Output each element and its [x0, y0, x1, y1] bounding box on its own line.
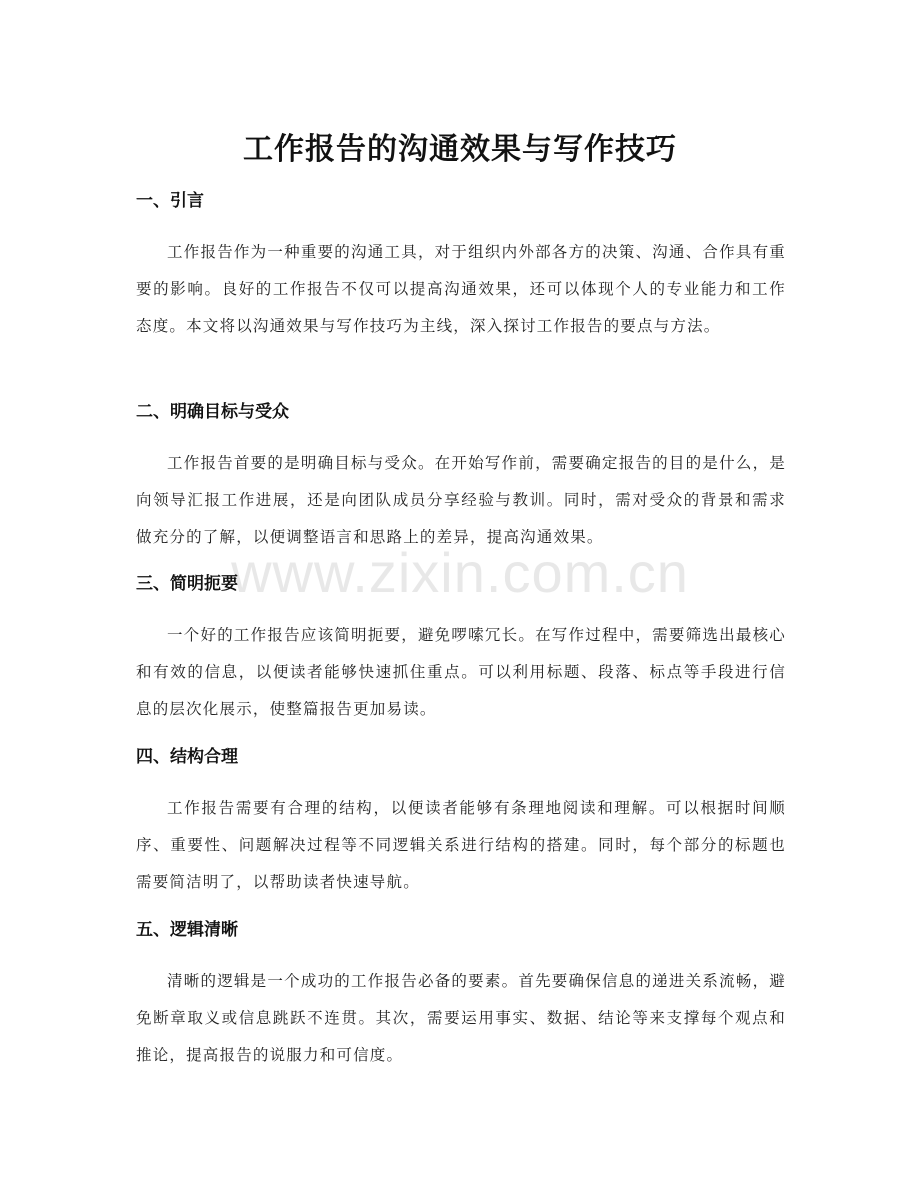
section-introduction: [136, 188, 786, 345]
section-paragraph: 工作报告作为一种重要的沟通工具，对于组织内外部各方的决策、沟通、合作具有重要的影响。良好的工作报告不仅可以提高沟通效果，还可以体现个人的专业能力和工作态度。本文将以沟通效果与写作技巧为主线，深入探讨工作报告的要点与方法。: [136, 243, 786, 335]
section-logic: [136, 917, 786, 1074]
section-paragraph: 工作报告需要有合理的结构，以便读者能够有条理地阅读和理解。可以根据时间顺序、重要性、问题解决过程等不同逻辑关系进行结构的搭建。同时，每个部分的标题也需要简洁明了，以帮助读者快速导航。: [136, 799, 786, 891]
section-concise: [136, 571, 786, 728]
section-structure: [136, 744, 786, 901]
section-heading: 二、明确目标与受众: [136, 402, 289, 422]
section-paragraph: 工作报告首要的是明确目标与受众。在开始写作前，需要确定报告的目的是什么，是向领导汇报工作进展，还是向团队成员分享经验与教训。同时，需对受众的背景和需求做充分的了解，以便调整语言和思路上的差异，提高沟通效果。: [136, 454, 786, 546]
page-title: 工作报告的沟通效果与写作技巧: [243, 132, 677, 168]
section-goals-audience: [136, 399, 786, 556]
section-paragraph: 清晰的逻辑是一个成功的工作报告必备的要素。首先要确保信息的递进关系流畅，避免断章取义或信息跳跃不连贯。其次，需要运用事实、数据、结论等来支撑每个观点和推论，提高报告的说服力和可信度。: [136, 972, 786, 1064]
section-heading: 五、逻辑清晰: [136, 920, 238, 940]
section-heading: 四、结构合理: [136, 747, 238, 767]
section-paragraph: 一个好的工作报告应该简明扼要，避免啰嗦冗长。在写作过程中，需要筛选出最核心和有效的信息，以便读者能够快速抓住重点。可以利用标题、段落、标点等手段进行信息的层次化展示，使整篇报告更加易读。: [136, 626, 786, 718]
section-heading: 三、简明扼要: [136, 574, 238, 594]
section-heading: 一、引言: [136, 191, 204, 211]
watermark: www.zixin.com.cn: [231, 541, 689, 604]
